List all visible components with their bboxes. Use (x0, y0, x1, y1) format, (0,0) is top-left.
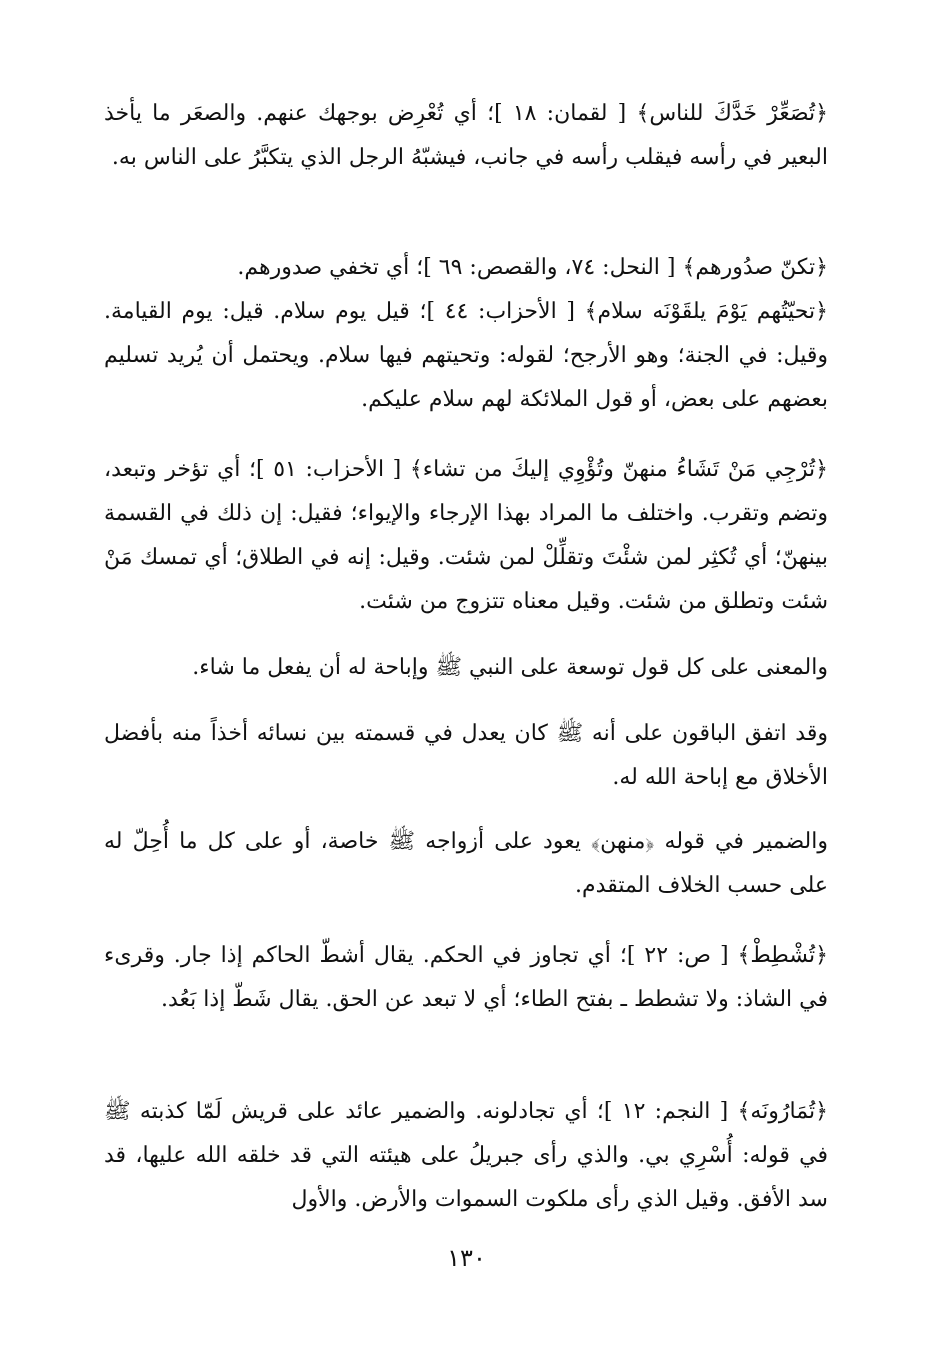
paragraph-meaning: والمعنى على كل قول توسعة على النبي ﷺ وإباحة له أن يفعل ما شاء. (192, 655, 828, 680)
page-number: ١٣٠ (447, 1244, 486, 1272)
paragraph-tumarunahu: ﴿تُمَارُونَه﴾ [ النجم: ١٢ ]؛ أي تجادلونه. والضمير عائد على قريش لَمّا كذبته ﷺ في قوله: أُسْرِي بي. والذي رأى جبريلُ على هيئته التي قد خلقه الله عليها، قد سد الأفق. وقيل الذي رأى ملكوت السموات والأرض. والأول (104, 1099, 828, 1212)
paragraph-tahiyyatuhum: ﴿تحيّتُهم يَوْمَ يلقَوْنَه سلام﴾ [ الأحزاب: ٤٤ ]؛ قيل يوم سلام. قيل: يوم القيامة. وقيل: في الجنة؛ وهو الأرجح؛ لقوله: وتحيتهم فيها سلام. ويحتمل أن يُريد تسليم بعضهم على بعض، أو قول الملائكة لهم سلام عليكم. (104, 299, 828, 412)
paragraph-agreed: وقد اتفق الباقون على أنه ﷺ كان يعدل في قسمته بين نسائه أخذاً منه بأفضل الأخلاق مع إباحة الله له. (104, 721, 828, 790)
paragraph-pronoun: والضمير في قوله ﴿منهن﴾ يعود على أزواجه ﷺ خاصة، أو على كل ما أُحِلّ له على حسب الخلاف المتقدم. (104, 829, 828, 898)
paragraph-tusa-ir: ﴿تُصَعِّرْ خَدَّكَ للناس﴾ [ لقمان: ١٨ ]؛ أي تُعْرِض بوجهك عنهم. والصعَر ما يأخذ البعير في رأسه فيقلب رأسه في جانب، فيشبّهُ الرجل الذي يتكبَّرُ على الناس به. (104, 101, 828, 170)
paragraph-takinnu: ﴿تكنّ صدُورهم﴾ [ النحل: ٧٤، والقصص: ٦٩ ]؛ أي تخفي صدورهم. (237, 255, 828, 280)
paragraph-turji: ﴿تُرْجِي مَنْ تَشَاءُ منهنّ وتُؤْوِي إليكَ من تشاء﴾ [ الأحزاب: ٥١ ]؛ أي تؤخر وتبعد، وتضم وتقرب. واختلف ما المراد بهذا الإرجاء والإيواء؛ فقيل: إن ذلك في القسمة بينهنّ؛ أي تُكثِر لمن شئْتَ وتقلِّلْ لمن شئت. وقيل: إنه في الطلاق؛ أي تمسك مَنْ شئت وتطلق من شئت. وقيل معناه تتزوج من شئت. (104, 457, 828, 614)
paragraph-tushtit: ﴿تُشْطِطْ﴾ [ ص: ٢٢ ]؛ أي تجاوز في الحكم. يقال أشطّ الحاكم إذا جار. وقرىء في الشاذ: ولا تشطط ـ بفتح الطاء؛ أي لا تبعد عن الحق. يقال شَطّ إذا بَعُد. (104, 943, 828, 1012)
